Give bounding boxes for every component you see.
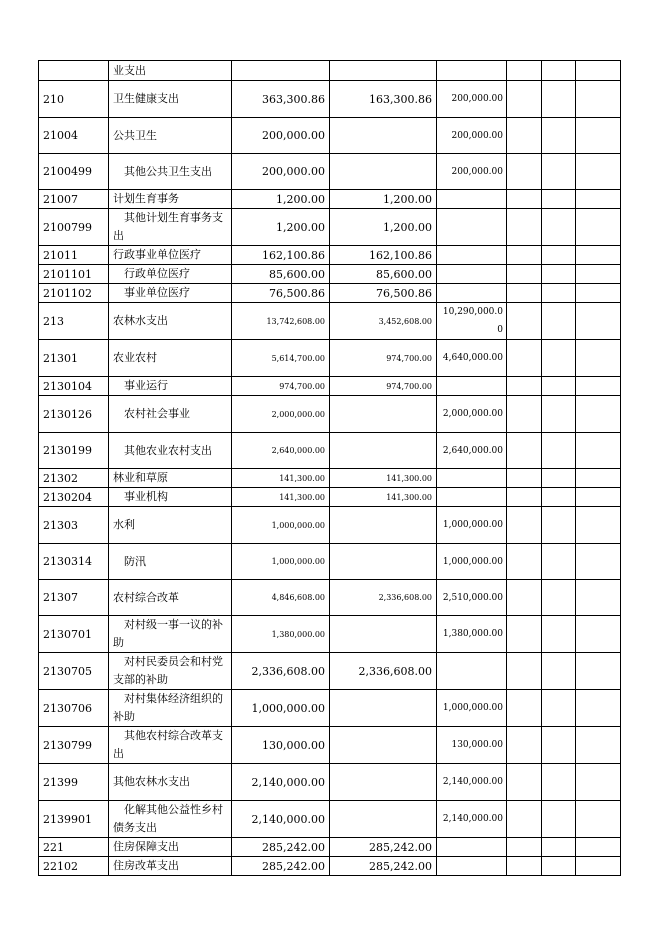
cell-project: [437, 265, 507, 284]
cell-empty: [507, 118, 542, 154]
cell-total: 1,000,000.00: [232, 690, 330, 727]
cell-empty: [542, 838, 576, 857]
cell-name: 行政事业单位医疗: [109, 246, 232, 265]
table-row: [39, 340, 621, 377]
budget-table: [38, 60, 621, 876]
cell-total: 285,242.00: [232, 838, 330, 857]
cell-total: 363,300.86: [232, 81, 330, 118]
table-row: [39, 616, 621, 653]
cell-empty: [507, 580, 542, 616]
cell-empty: [507, 690, 542, 727]
cell-empty: [542, 265, 576, 284]
cell-code: 213: [39, 303, 109, 340]
cell-project: 200,000.00: [437, 154, 507, 190]
cell-basic: [330, 433, 437, 469]
cell-basic: 1,200.00: [330, 209, 437, 246]
cell-empty: [542, 727, 576, 764]
cell-code: 21303: [39, 507, 109, 544]
cell-empty: [507, 507, 542, 544]
cell-project: 1,380,000.00: [437, 616, 507, 653]
cell-basic: 162,100.86: [330, 246, 437, 265]
cell-basic: 2,336,608.00: [330, 653, 437, 690]
cell-name: 化解其他公益性乡村债务支出: [109, 801, 232, 838]
cell-empty: [542, 764, 576, 801]
cell-empty: [507, 544, 542, 580]
cell-name: 农业农村: [109, 340, 232, 377]
cell-empty: [542, 154, 576, 190]
cell-empty: [576, 433, 621, 469]
cell-project: 130,000.00: [437, 727, 507, 764]
cell-empty: [542, 284, 576, 303]
cell-empty: [576, 118, 621, 154]
cell-empty: [542, 340, 576, 377]
cell-empty: [542, 377, 576, 396]
cell-empty: [542, 469, 576, 488]
cell-name: 卫生健康支出: [109, 81, 232, 118]
cell-empty: [542, 690, 576, 727]
cell-empty: [576, 488, 621, 507]
cell-total: 1,380,000.00: [232, 616, 330, 653]
cell-name: 其他农村综合改革支出: [109, 727, 232, 764]
table-row: [39, 690, 621, 727]
cell-empty: [576, 81, 621, 118]
cell-empty: [542, 118, 576, 154]
cell-basic: 285,242.00: [330, 857, 437, 876]
cell-name: 业支出: [109, 61, 232, 81]
cell-name: 林业和草原: [109, 469, 232, 488]
cell-project: [437, 469, 507, 488]
cell-code: 2130104: [39, 377, 109, 396]
table-row: [39, 653, 621, 690]
cell-code: 21007: [39, 190, 109, 209]
cell-code: 2139901: [39, 801, 109, 838]
cell-total: 1,200.00: [232, 209, 330, 246]
cell-code: 2130701: [39, 616, 109, 653]
cell-total: 2,000,000.00: [232, 396, 330, 433]
cell-total: 2,140,000.00: [232, 764, 330, 801]
cell-empty: [507, 801, 542, 838]
cell-code: 2130799: [39, 727, 109, 764]
cell-code: 2100799: [39, 209, 109, 246]
cell-basic: [330, 727, 437, 764]
table-row: [39, 303, 621, 340]
cell-empty: [576, 838, 621, 857]
table-row: [39, 469, 621, 488]
table-row: [39, 838, 621, 857]
cell-name: 农村综合改革: [109, 580, 232, 616]
cell-basic: 163,300.86: [330, 81, 437, 118]
cell-basic: 141,300.00: [330, 469, 437, 488]
cell-empty: [507, 340, 542, 377]
cell-name: 对村民委员会和村党支部的补助: [109, 653, 232, 690]
cell-empty: [507, 246, 542, 265]
cell-basic: 974,700.00: [330, 340, 437, 377]
cell-empty: [576, 303, 621, 340]
cell-project: [437, 377, 507, 396]
cell-project: 2,140,000.00: [437, 801, 507, 838]
cell-total: 974,700.00: [232, 377, 330, 396]
cell-project: [437, 209, 507, 246]
cell-basic: 285,242.00: [330, 838, 437, 857]
cell-empty: [507, 764, 542, 801]
cell-name: 水利: [109, 507, 232, 544]
table-row: [39, 81, 621, 118]
cell-project: 2,140,000.00: [437, 764, 507, 801]
table-row: [39, 857, 621, 876]
cell-name: 农林水支出: [109, 303, 232, 340]
cell-name: 行政单位医疗: [109, 265, 232, 284]
cell-total: 141,300.00: [232, 469, 330, 488]
cell-project: 200,000.00: [437, 81, 507, 118]
cell-total: 1,200.00: [232, 190, 330, 209]
cell-name: 事业机构: [109, 488, 232, 507]
cell-total: 2,336,608.00: [232, 653, 330, 690]
cell-name: 农村社会事业: [109, 396, 232, 433]
cell-code: 2130204: [39, 488, 109, 507]
cell-total: 13,742,608.00: [232, 303, 330, 340]
cell-empty: [542, 190, 576, 209]
cell-empty: [576, 653, 621, 690]
cell-empty: [507, 377, 542, 396]
table-row: [39, 190, 621, 209]
cell-basic: [330, 154, 437, 190]
table-row: [39, 396, 621, 433]
cell-basic: 1,200.00: [330, 190, 437, 209]
cell-empty: [576, 727, 621, 764]
cell-total: 85,600.00: [232, 265, 330, 284]
table-row: [39, 284, 621, 303]
cell-empty: [576, 857, 621, 876]
cell-project: [437, 857, 507, 876]
cell-code: 21307: [39, 580, 109, 616]
cell-empty: [542, 544, 576, 580]
table-row: [39, 488, 621, 507]
cell-basic: [330, 61, 437, 81]
cell-total: 2,140,000.00: [232, 801, 330, 838]
cell-name: 住房保障支出: [109, 838, 232, 857]
cell-empty: [542, 507, 576, 544]
cell-project: 2,640,000.00: [437, 433, 507, 469]
cell-project: 4,640,000.00: [437, 340, 507, 377]
cell-basic: [330, 801, 437, 838]
cell-empty: [507, 653, 542, 690]
cell-empty: [576, 544, 621, 580]
cell-total: 5,614,700.00: [232, 340, 330, 377]
cell-name: 对村级一事一议的补助: [109, 616, 232, 653]
cell-name: 其他公共卫生支出: [109, 154, 232, 190]
cell-empty: [507, 433, 542, 469]
cell-project: [437, 246, 507, 265]
cell-basic: [330, 544, 437, 580]
cell-project: 10,290,000.00: [437, 303, 507, 340]
cell-project: [437, 653, 507, 690]
cell-basic: [330, 690, 437, 727]
cell-empty: [576, 209, 621, 246]
cell-empty: [542, 246, 576, 265]
cell-total: 130,000.00: [232, 727, 330, 764]
cell-code: 2130314: [39, 544, 109, 580]
cell-total: 76,500.86: [232, 284, 330, 303]
cell-empty: [542, 303, 576, 340]
cell-code: 221: [39, 838, 109, 857]
cell-name: 其他农业农村支出: [109, 433, 232, 469]
cell-total: 4,846,608.00: [232, 580, 330, 616]
cell-empty: [507, 190, 542, 209]
cell-name: 事业运行: [109, 377, 232, 396]
cell-code: 21011: [39, 246, 109, 265]
table-row: [39, 118, 621, 154]
cell-basic: 76,500.86: [330, 284, 437, 303]
cell-empty: [542, 653, 576, 690]
cell-code: 210: [39, 81, 109, 118]
cell-empty: [507, 61, 542, 81]
cell-empty: [507, 616, 542, 653]
cell-empty: [576, 396, 621, 433]
cell-code: 21399: [39, 764, 109, 801]
cell-empty: [507, 303, 542, 340]
table-row: [39, 727, 621, 764]
cell-empty: [576, 580, 621, 616]
cell-code: 21302: [39, 469, 109, 488]
cell-name: 计划生育事务: [109, 190, 232, 209]
cell-empty: [542, 61, 576, 81]
table-row: [39, 507, 621, 544]
cell-empty: [507, 396, 542, 433]
cell-basic: 974,700.00: [330, 377, 437, 396]
cell-empty: [507, 857, 542, 876]
cell-total: [232, 61, 330, 81]
cell-code: 2130706: [39, 690, 109, 727]
cell-empty: [576, 507, 621, 544]
cell-name: 防汛: [109, 544, 232, 580]
cell-empty: [542, 209, 576, 246]
cell-empty: [507, 284, 542, 303]
cell-total: 162,100.86: [232, 246, 330, 265]
cell-empty: [542, 488, 576, 507]
cell-basic: [330, 764, 437, 801]
cell-name: 住房改革支出: [109, 857, 232, 876]
table-row: [39, 209, 621, 246]
cell-empty: [576, 265, 621, 284]
cell-name: 对村集体经济组织的补助: [109, 690, 232, 727]
cell-empty: [507, 469, 542, 488]
cell-code: 22102: [39, 857, 109, 876]
cell-empty: [576, 340, 621, 377]
cell-empty: [576, 764, 621, 801]
cell-code: 21004: [39, 118, 109, 154]
cell-empty: [542, 81, 576, 118]
table-row: [39, 265, 621, 284]
cell-basic: 141,300.00: [330, 488, 437, 507]
cell-empty: [576, 284, 621, 303]
table-row: [39, 246, 621, 265]
cell-project: 1,000,000.00: [437, 544, 507, 580]
table-row: [39, 154, 621, 190]
cell-empty: [576, 377, 621, 396]
cell-basic: [330, 616, 437, 653]
cell-code: 2130705: [39, 653, 109, 690]
cell-project: [437, 838, 507, 857]
cell-empty: [507, 209, 542, 246]
cell-code: [39, 61, 109, 81]
cell-empty: [507, 81, 542, 118]
cell-project: 1,000,000.00: [437, 690, 507, 727]
cell-total: 2,640,000.00: [232, 433, 330, 469]
cell-basic: [330, 118, 437, 154]
cell-empty: [507, 838, 542, 857]
cell-empty: [507, 265, 542, 284]
table-body: [39, 61, 621, 876]
cell-project: [437, 61, 507, 81]
cell-basic: 85,600.00: [330, 265, 437, 284]
cell-project: [437, 284, 507, 303]
cell-project: 200,000.00: [437, 118, 507, 154]
cell-empty: [576, 154, 621, 190]
cell-empty: [542, 433, 576, 469]
cell-project: [437, 488, 507, 507]
cell-basic: 2,336,608.00: [330, 580, 437, 616]
table-row: [39, 580, 621, 616]
cell-project: 2,000,000.00: [437, 396, 507, 433]
cell-basic: [330, 396, 437, 433]
cell-basic: [330, 507, 437, 544]
cell-total: 200,000.00: [232, 154, 330, 190]
cell-project: 2,510,000.00: [437, 580, 507, 616]
cell-name: 其他计划生育事务支出: [109, 209, 232, 246]
cell-empty: [542, 857, 576, 876]
cell-empty: [507, 154, 542, 190]
cell-total: 1,000,000.00: [232, 507, 330, 544]
cell-empty: [576, 190, 621, 209]
cell-code: 2101102: [39, 284, 109, 303]
table-row: [39, 377, 621, 396]
cell-basic: 3,452,608.00: [330, 303, 437, 340]
cell-project: [437, 190, 507, 209]
cell-code: 21301: [39, 340, 109, 377]
cell-empty: [576, 61, 621, 81]
cell-code: 2130126: [39, 396, 109, 433]
cell-total: 141,300.00: [232, 488, 330, 507]
cell-total: 285,242.00: [232, 857, 330, 876]
cell-empty: [576, 469, 621, 488]
cell-code: 2130199: [39, 433, 109, 469]
cell-code: 2100499: [39, 154, 109, 190]
cell-empty: [576, 690, 621, 727]
cell-empty: [576, 801, 621, 838]
cell-code: 2101101: [39, 265, 109, 284]
cell-name: 事业单位医疗: [109, 284, 232, 303]
table-row: [39, 801, 621, 838]
table-row: [39, 544, 621, 580]
cell-total: 200,000.00: [232, 118, 330, 154]
cell-empty: [576, 616, 621, 653]
cell-name: 公共卫生: [109, 118, 232, 154]
cell-empty: [507, 727, 542, 764]
cell-total: 1,000,000.00: [232, 544, 330, 580]
cell-empty: [542, 616, 576, 653]
cell-project: 1,000,000.00: [437, 507, 507, 544]
table-row: [39, 764, 621, 801]
table-row: [39, 61, 621, 81]
cell-empty: [507, 488, 542, 507]
cell-name: 其他农林水支出: [109, 764, 232, 801]
cell-empty: [542, 580, 576, 616]
cell-empty: [576, 246, 621, 265]
cell-empty: [542, 396, 576, 433]
cell-empty: [542, 801, 576, 838]
table-row: [39, 433, 621, 469]
